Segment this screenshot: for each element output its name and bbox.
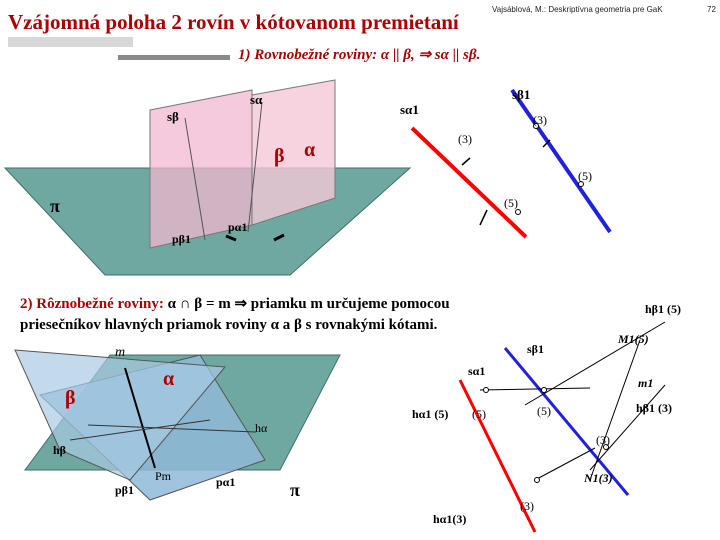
page-number: 72 bbox=[707, 5, 716, 14]
label-M1: M1(5) bbox=[618, 332, 649, 346]
author-credit: Vajsáblová, M.: Deskriptívna geometria pre GaK bbox=[492, 5, 663, 14]
label-kota-3: (3) bbox=[596, 433, 610, 447]
label-kota-3-alpha: (3) bbox=[458, 132, 472, 146]
label-kota-5-a: (5) bbox=[472, 407, 486, 421]
label-N1: N1(3) bbox=[584, 471, 613, 485]
section1-heading: 1) Rovnobežné roviny: α || β, ⇒ sα || sβ. bbox=[238, 47, 481, 63]
label-m1: m1 bbox=[638, 376, 654, 390]
label-beta-plane: β bbox=[274, 145, 285, 167]
label-s-beta: sβ bbox=[167, 109, 179, 124]
point-5-alpha-2 bbox=[484, 388, 489, 393]
label-s-beta-1-2: sβ1 bbox=[527, 342, 544, 356]
label-kota-3-beta: (3) bbox=[533, 113, 547, 127]
label-h-beta: hβ bbox=[53, 443, 66, 457]
label-h-alpha-1-3: hα1(3) bbox=[433, 512, 467, 526]
label-p-beta-1: pβ1 bbox=[172, 232, 191, 246]
h-alpha-1-5-line bbox=[480, 388, 590, 390]
h-beta-1-3-line bbox=[590, 385, 665, 470]
label-kota-5-beta: (5) bbox=[578, 169, 592, 183]
label-beta-plane-2: β bbox=[65, 387, 76, 409]
label-p-alpha-1: pα1 bbox=[228, 220, 248, 234]
label-s-alpha-1-2: sα1 bbox=[468, 364, 486, 378]
label-h-alpha: hα bbox=[255, 421, 268, 435]
s-beta-1-line bbox=[512, 90, 610, 232]
label-pi-2: π bbox=[290, 480, 300, 500]
tick-4 bbox=[480, 210, 487, 225]
label-p-alpha-1-2: pα1 bbox=[216, 475, 236, 489]
title-bar-light bbox=[8, 37, 133, 47]
label-s-alpha-1: sα1 bbox=[400, 102, 419, 117]
section2-heading-line1: α ∩ β = m ⇒ priamku m určujeme pomocou bbox=[167, 296, 450, 312]
label-p-beta-1-2: pβ1 bbox=[115, 483, 134, 497]
label-alpha-plane-2: α bbox=[163, 368, 175, 390]
label-s-beta-1: sβ1 bbox=[512, 87, 531, 102]
point-5-alpha bbox=[516, 210, 521, 215]
tick-3 bbox=[462, 158, 470, 165]
section2-heading bbox=[20, 294, 450, 336]
label-alpha-plane: α bbox=[304, 139, 316, 161]
label-kota-5-alpha: (5) bbox=[504, 196, 518, 210]
point-3-alpha-2 bbox=[535, 478, 540, 483]
label-m: m bbox=[115, 345, 126, 360]
label-h-beta-1-5: hβ1 (5) bbox=[645, 302, 681, 316]
label-h-alpha-1-5: hα1 (5) bbox=[412, 407, 449, 421]
title-bar-dark bbox=[118, 55, 230, 60]
label-pi-1: π bbox=[50, 196, 60, 216]
m1-line bbox=[590, 340, 640, 480]
label-p-m: Pm bbox=[155, 469, 172, 483]
section2-heading-red: 2) Rôznobežné roviny: bbox=[20, 296, 164, 312]
label-s-alpha: sα bbox=[250, 92, 263, 107]
label-kota-5-b: (5) bbox=[537, 404, 551, 418]
label-kota-3-b: (3) bbox=[520, 499, 534, 513]
slide-title: Vzájomná poloha 2 rovín v kótovanom premietaní bbox=[8, 10, 459, 34]
point-5-beta-2 bbox=[542, 388, 547, 393]
label-h-beta-1-3: hβ1 (3) bbox=[636, 401, 672, 415]
section2-heading-line2: priesečníkov hlavných priamok roviny α a β s rovnakými kótami. bbox=[20, 317, 438, 333]
